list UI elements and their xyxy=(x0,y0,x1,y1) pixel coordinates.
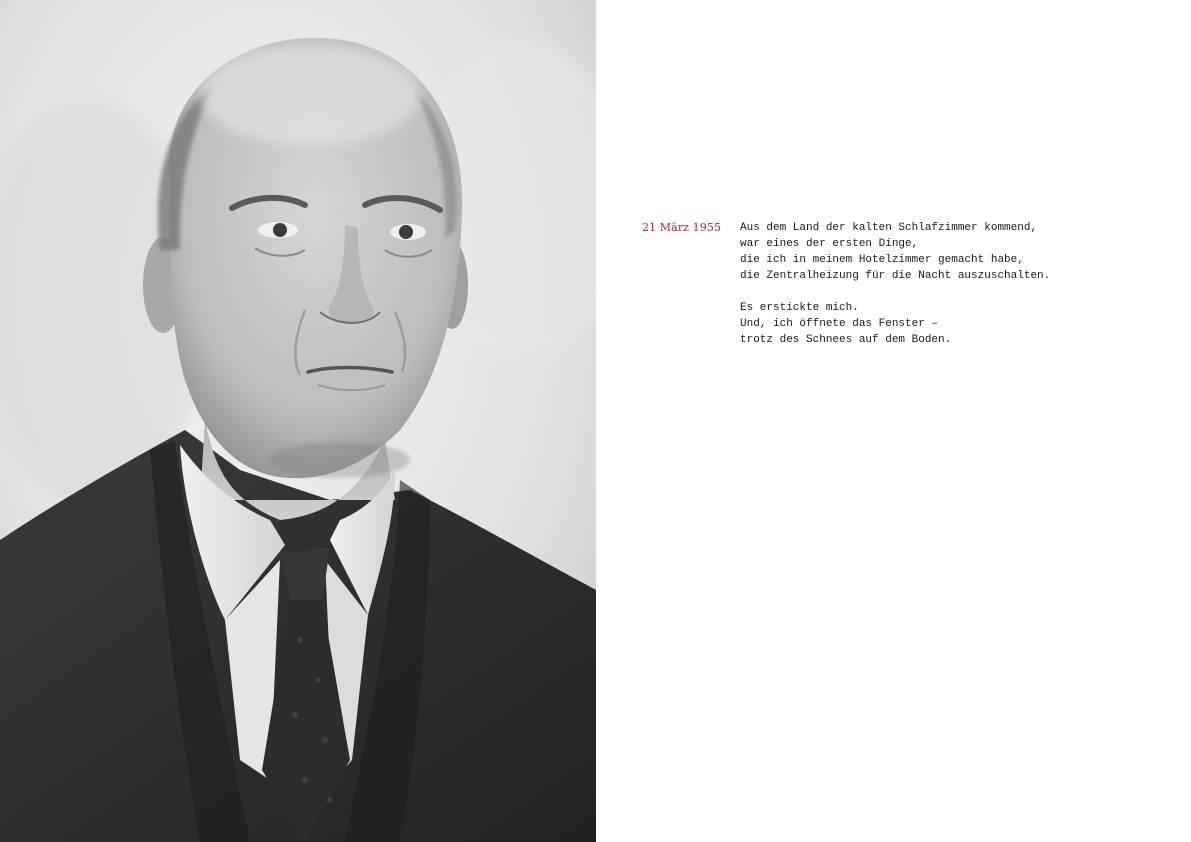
entry-date: 21 März 1955 xyxy=(642,221,722,234)
text-line: Es erstickte mich. xyxy=(740,302,859,314)
text-line: war eines der ersten Dinge, xyxy=(740,238,919,250)
stanza-2 xyxy=(740,300,1180,348)
text-line: Und, ich öffnete das Fenster – xyxy=(740,318,939,330)
diary-entry-text xyxy=(740,220,1180,364)
text-line: die ich in meinem Hotelzimmer gemacht habe, xyxy=(740,254,1024,266)
text-line: trotz des Schnees auf dem Boden. xyxy=(740,334,952,346)
stanza-1 xyxy=(740,220,1180,284)
text-line: Aus dem Land der kalten Schlafzimmer kommend, xyxy=(740,222,1038,234)
text-line: die Zentralheizung für die Nacht auszuschalten. xyxy=(740,270,1051,282)
